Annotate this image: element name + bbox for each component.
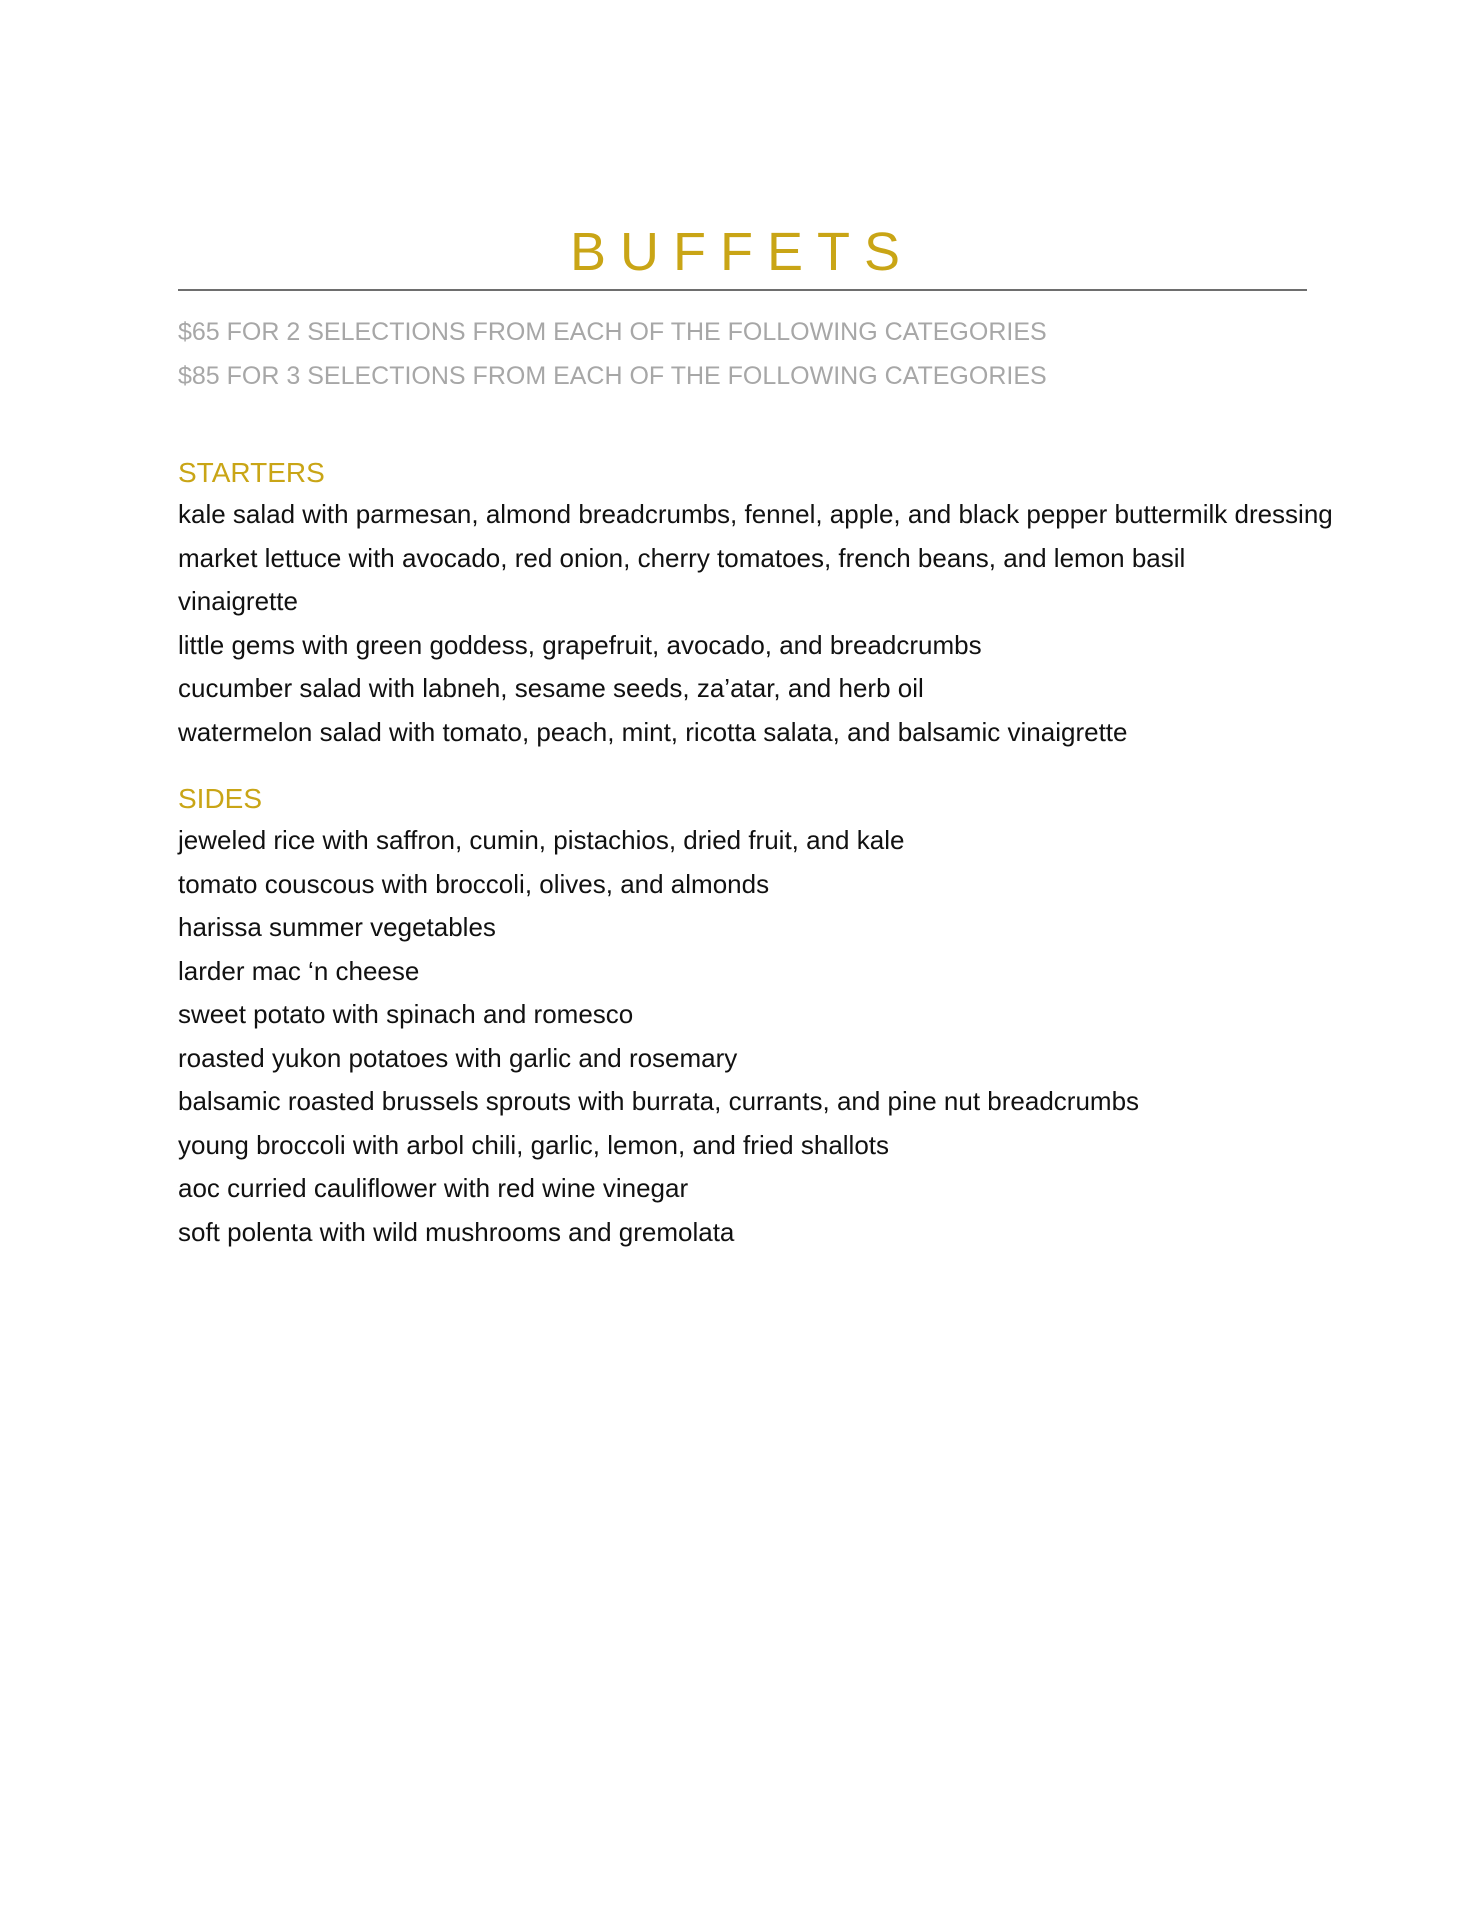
side-item: larder mac ‘n cheese: [178, 955, 420, 986]
side-item: young broccoli with arbol chili, garlic, lemon, and fried shallots: [178, 1129, 890, 1160]
starter-item: little gems with green goddess, grapefruit, avocado, and breadcrumbs: [178, 629, 982, 660]
pricing-block: [178, 310, 1328, 398]
sides-section: [178, 779, 1408, 1254]
starters-section: [178, 453, 1408, 754]
starter-item: vinaigrette: [178, 586, 298, 616]
side-item: soft polenta with wild mushrooms and gremolata: [178, 1216, 735, 1247]
starter-item: watermelon salad with tomato, peach, mint, ricotta salata, and balsamic vinaigrette: [178, 716, 1128, 747]
side-item: tomato couscous with broccoli, olives, and almonds: [178, 868, 770, 899]
starter-item: market lettuce with avocado, red onion, cherry tomatoes, french beans, and lemon basil: [178, 542, 1186, 573]
page-title: BUFFETS: [569, 222, 914, 282]
title-divider: [178, 289, 1307, 291]
side-item: roasted yukon potatoes with garlic and rosemary: [178, 1042, 738, 1073]
starter-item: cucumber salad with labneh, sesame seeds, za’atar, and herb oil: [178, 673, 924, 703]
side-item: jeweled rice with saffron, cumin, pistachios, dried fruit, and kale: [178, 825, 905, 855]
side-item: balsamic roasted brussels sprouts with burrata, currants, and pine nut breadcrumbs: [178, 1086, 1140, 1116]
side-item: aoc curried cauliflower with red wine vinegar: [178, 1173, 689, 1203]
starters-heading: STARTERS: [178, 457, 325, 488]
side-item: harissa summer vegetables: [178, 912, 496, 942]
sides-heading: SIDES: [178, 783, 263, 814]
starter-item: kale salad with parmesan, almond breadcrumbs, fennel, apple, and black pepper buttermilk dressing: [178, 499, 1333, 529]
side-item: sweet potato with spinach and romesco: [178, 999, 634, 1029]
pricing-line: $85 FOR 3 SELECTIONS FROM EACH OF THE FOLLOWING CATEGORIES: [178, 362, 1047, 390]
pricing-line: $65 FOR 2 SELECTIONS FROM EACH OF THE FOLLOWING CATEGORIES: [178, 318, 1047, 346]
